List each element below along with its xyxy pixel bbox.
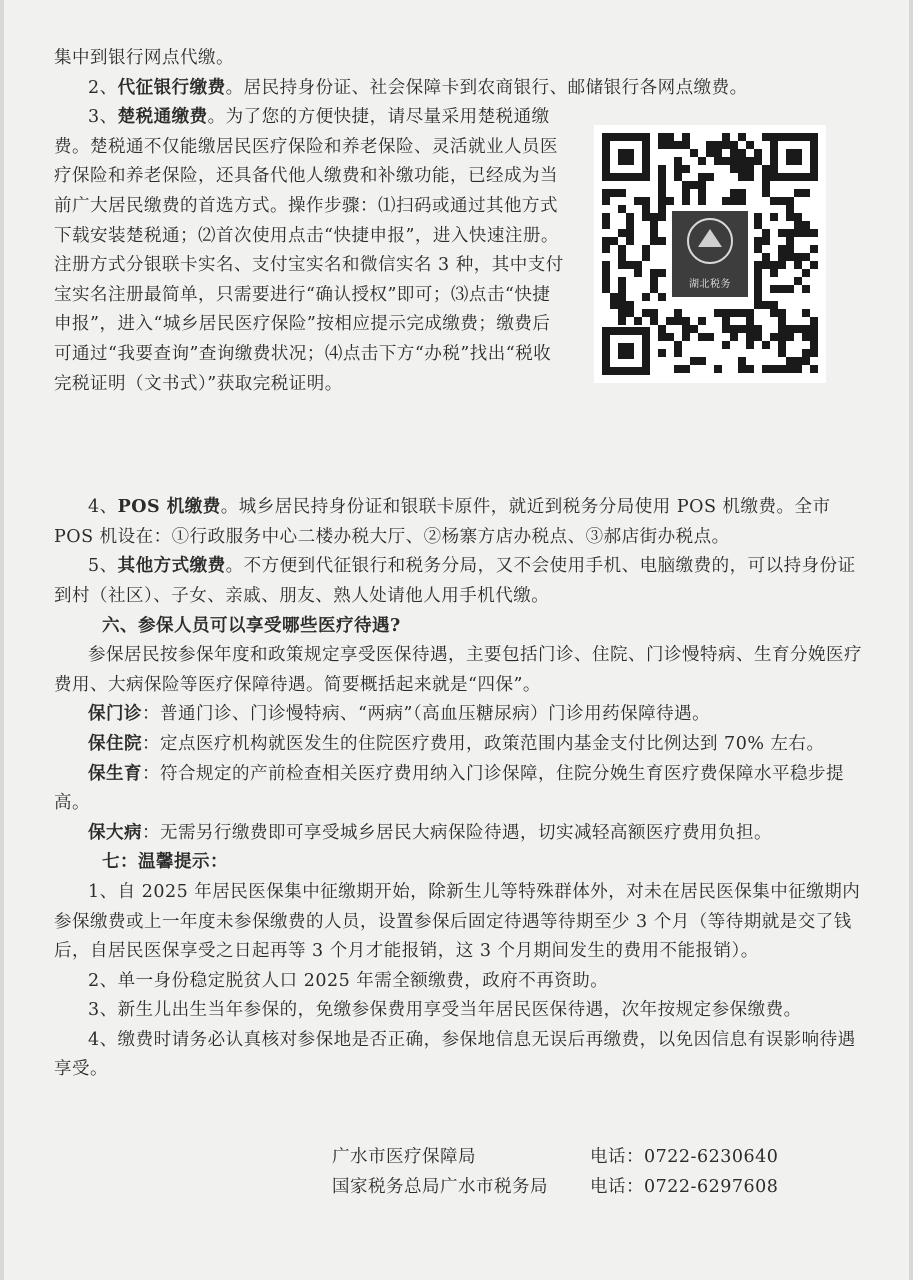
tip-1: 1、自 2025 年居民医保集中征缴期开始，除新生儿等特殊群体外，对未在居民医保集中征缴期内参保缴费或上一年度未参保缴费的人员，设置参保后固定待遇等待期至少 3 个月（等待期就是交了钱后，自居民医保享受之日起再等 3 个月才能报销，这 3 个月期间发生的费用不能报销）。 <box>54 881 861 962</box>
document-page <box>4 0 909 1280</box>
chushuitong-block <box>54 103 872 493</box>
section-6-intro: 参保居民按参保年度和政策规定享受医保待遇，主要包括门诊、住院、门诊慢特病、生育分娩医疗费用、大病保险等医疗保障待遇。简要概括起来就是“四保”。 <box>54 645 862 695</box>
payment-item-3: 3、楚税通缴费。为了您的方便快捷，请尽量采用楚税通缴费。楚税通不仅能缴居民医疗保险和养老保险、灵活就业人员医疗保险和养老保险，还具备代他人缴费和补缴功能，已经成为当前广大居民缴费的首选方式。操作步骤：⑴扫码或通过其他方式下载安装楚税通；⑵首次使用点击“快捷申报”，进入快速注册。注册方式分银联卡实名、支付宝实名和微信实名 3 种，其中支付宝实名注册最简单，只需要进行“确认授权”即可；⑶点击“快捷申报”，进入“城乡居民医疗保险”按相应提示完成缴费；缴费后可通过“我要查询”查询缴费状况；⑷点击下方“办税”找出“税收完税证明（文书式）”获取完税证明。 <box>54 107 564 394</box>
payment-item-title: 其他方式缴费 <box>117 556 226 577</box>
qr-code-icon <box>594 125 826 383</box>
contact-phone: 电话：0722-6297608 <box>590 1176 779 1197</box>
payment-item-title: 楚税通缴费 <box>117 107 208 128</box>
contact-org: 广水市医疗保障局 <box>332 1147 476 1167</box>
benefit-maternity: 保生育：符合规定的产前检查相关医疗费用纳入门诊保障，住院分娩生育医疗费保障水平稳步提高。 <box>54 763 844 814</box>
section-7-heading: 七：温馨提示： <box>102 852 228 873</box>
footer-contacts <box>332 1143 778 1202</box>
chushuitong-qr-code[interactable] <box>594 125 826 383</box>
intro-line: 集中到银行网点代缴。 <box>54 48 234 68</box>
tip-2: 2、单一身份稳定脱贫人口 2025 年需全额缴费，政府不再资助。 <box>88 970 609 991</box>
section-6-heading: 六、参保人员可以享受哪些医疗待遇? <box>102 615 401 636</box>
payment-item-5: 5、其他方式缴费。不方便到代征银行和税务分局，又不会使用手机、电脑缴费的，可以持身份证到村（社区）、子女、亲戚、朋友、熟人处请他人用手机代缴。 <box>54 556 856 606</box>
payment-item-title: POS 机缴费 <box>117 497 221 518</box>
contact-row <box>332 1173 778 1203</box>
payment-item-title: 代征银行缴费 <box>117 77 226 98</box>
qr-logo-caption: 湖北税务 <box>689 279 731 291</box>
contact-phone: 电话：0722-6230640 <box>590 1147 779 1167</box>
benefit-serious-illness: 保大病：无需另行缴费即可享受城乡居民大病保险待遇，切实减轻高额医疗费用负担。 <box>88 822 772 843</box>
document-body <box>54 44 872 1085</box>
benefit-outpatient: 保门诊：普通门诊、门诊慢特病、“两病”（高血压糖尿病）门诊用药保障待遇。 <box>88 704 711 725</box>
contact-org: 国家税务总局广水市税务局 <box>332 1176 548 1197</box>
payment-item-2: 2、代征银行缴费。居民持身份证、社会保障卡到农商银行、邮储银行各网点缴费。 <box>88 77 748 98</box>
payment-item-4: 4、POS 机缴费。城乡居民持身份证和银联卡原件，就近到税务分局使用 POS 机缴费。全市 POS 机设在：①行政服务中心二楼办税大厅、②杨寨方店办税点、③郝店街办税点。 <box>54 497 831 547</box>
tip-4: 4、缴费时请务必认真核对参保地是否正确，参保地信息无误后再缴费，以免因信息有误影响待遇享受。 <box>54 1029 856 1080</box>
benefit-inpatient: 保住院：定点医疗机构就医发生的住院医疗费用，政策范围内基金支付比例达到 70% 左右。 <box>88 733 825 754</box>
contact-row <box>332 1143 778 1173</box>
tip-3: 3、新生儿出生当年参保的，免缴参保费用享受当年居民医保待遇，次年按规定参保缴费。 <box>88 1000 802 1021</box>
